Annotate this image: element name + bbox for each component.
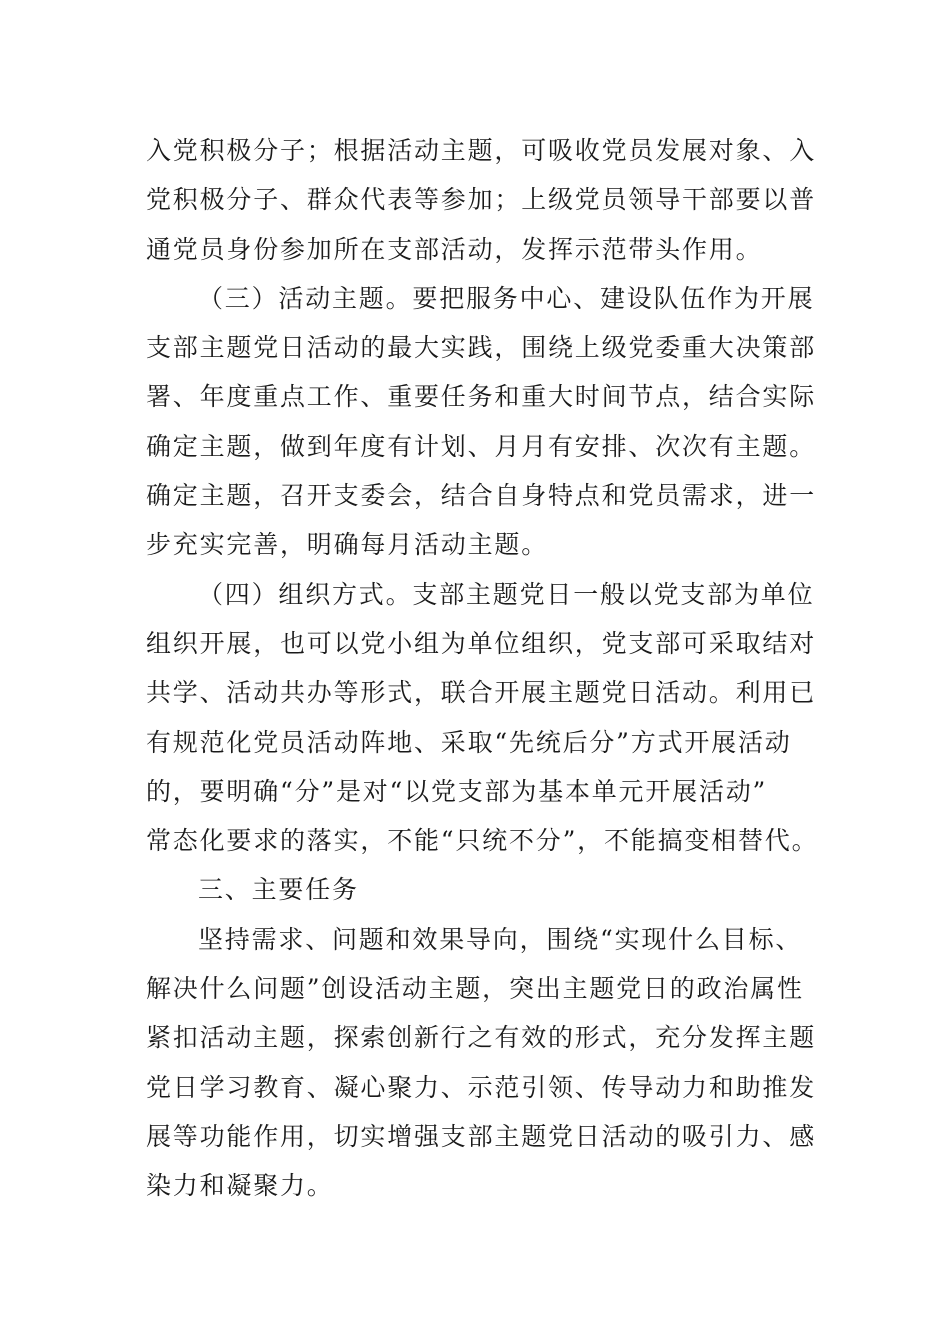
text-line: 通党员身份参加所在支部活动，发挥示范带头作用。 (146, 234, 763, 264)
text-line: 确定主题，做到年度有计划、月月有安排、次次有主题。 (146, 431, 817, 461)
text-line: 紧扣活动主题，探索创新行之有效的形式，充分发挥主题 (146, 1023, 817, 1053)
text-line: 有规范化党员活动阵地、采取“先统后分”方式开展活动 (146, 727, 792, 757)
text-line: 组织开展，也可以党小组为单位组织，党支部可采取结对 (146, 628, 817, 658)
text-line: 解决什么问题”创设活动主题，突出主题党日的政治属性 (146, 974, 804, 1004)
text-line: 常态化要求的落实，不能“只统不分”，不能搞变相替代。 (146, 826, 819, 856)
section-heading: 三、主要任务 (198, 875, 359, 905)
text-line: （四）组织方式。支部主题党日一般以党支部为单位 (198, 579, 815, 609)
text-line: （三）活动主题。要把服务中心、建设队伍作为开展 (198, 283, 815, 313)
text-line: 共学、活动共办等形式，联合开展主题党日活动。利用已 (146, 678, 817, 708)
text-line: 党积极分子、群众代表等参加；上级党员领导干部要以普 (146, 185, 817, 215)
text-line: 染力和凝聚力。 (146, 1171, 334, 1201)
text-line: 署、年度重点工作、重要任务和重大时间节点，结合实际 (146, 382, 817, 412)
text-line: 党日学习教育、凝心聚力、示范引领、传导动力和助推发 (146, 1072, 817, 1102)
text-line: 确定主题，召开支委会，结合自身特点和党员需求，进一 (146, 481, 817, 511)
paragraph-participants (146, 126, 817, 274)
text-line: 入党积极分子；根据活动主题，可吸收党员发展对象、入 (146, 136, 817, 165)
text-line: 支部主题党日活动的最大实践，围绕上级党委重大决策部 (146, 333, 817, 363)
text-line: 坚持需求、问题和效果导向，围绕“实现什么目标、 (198, 924, 803, 954)
paragraph-activity-theme (146, 274, 817, 570)
text-line: 步充实完善，明确每月活动主题。 (146, 530, 549, 560)
text-line: 展等功能作用，切实增强支部主题党日活动的吸引力、感 (146, 1121, 817, 1151)
text-line: 的，要明确“分”是对“以党支部为基本单元开展活动” (146, 776, 768, 806)
paragraph-organization (146, 570, 819, 866)
document-body (146, 126, 819, 1211)
paragraph-main-tasks (146, 915, 817, 1211)
